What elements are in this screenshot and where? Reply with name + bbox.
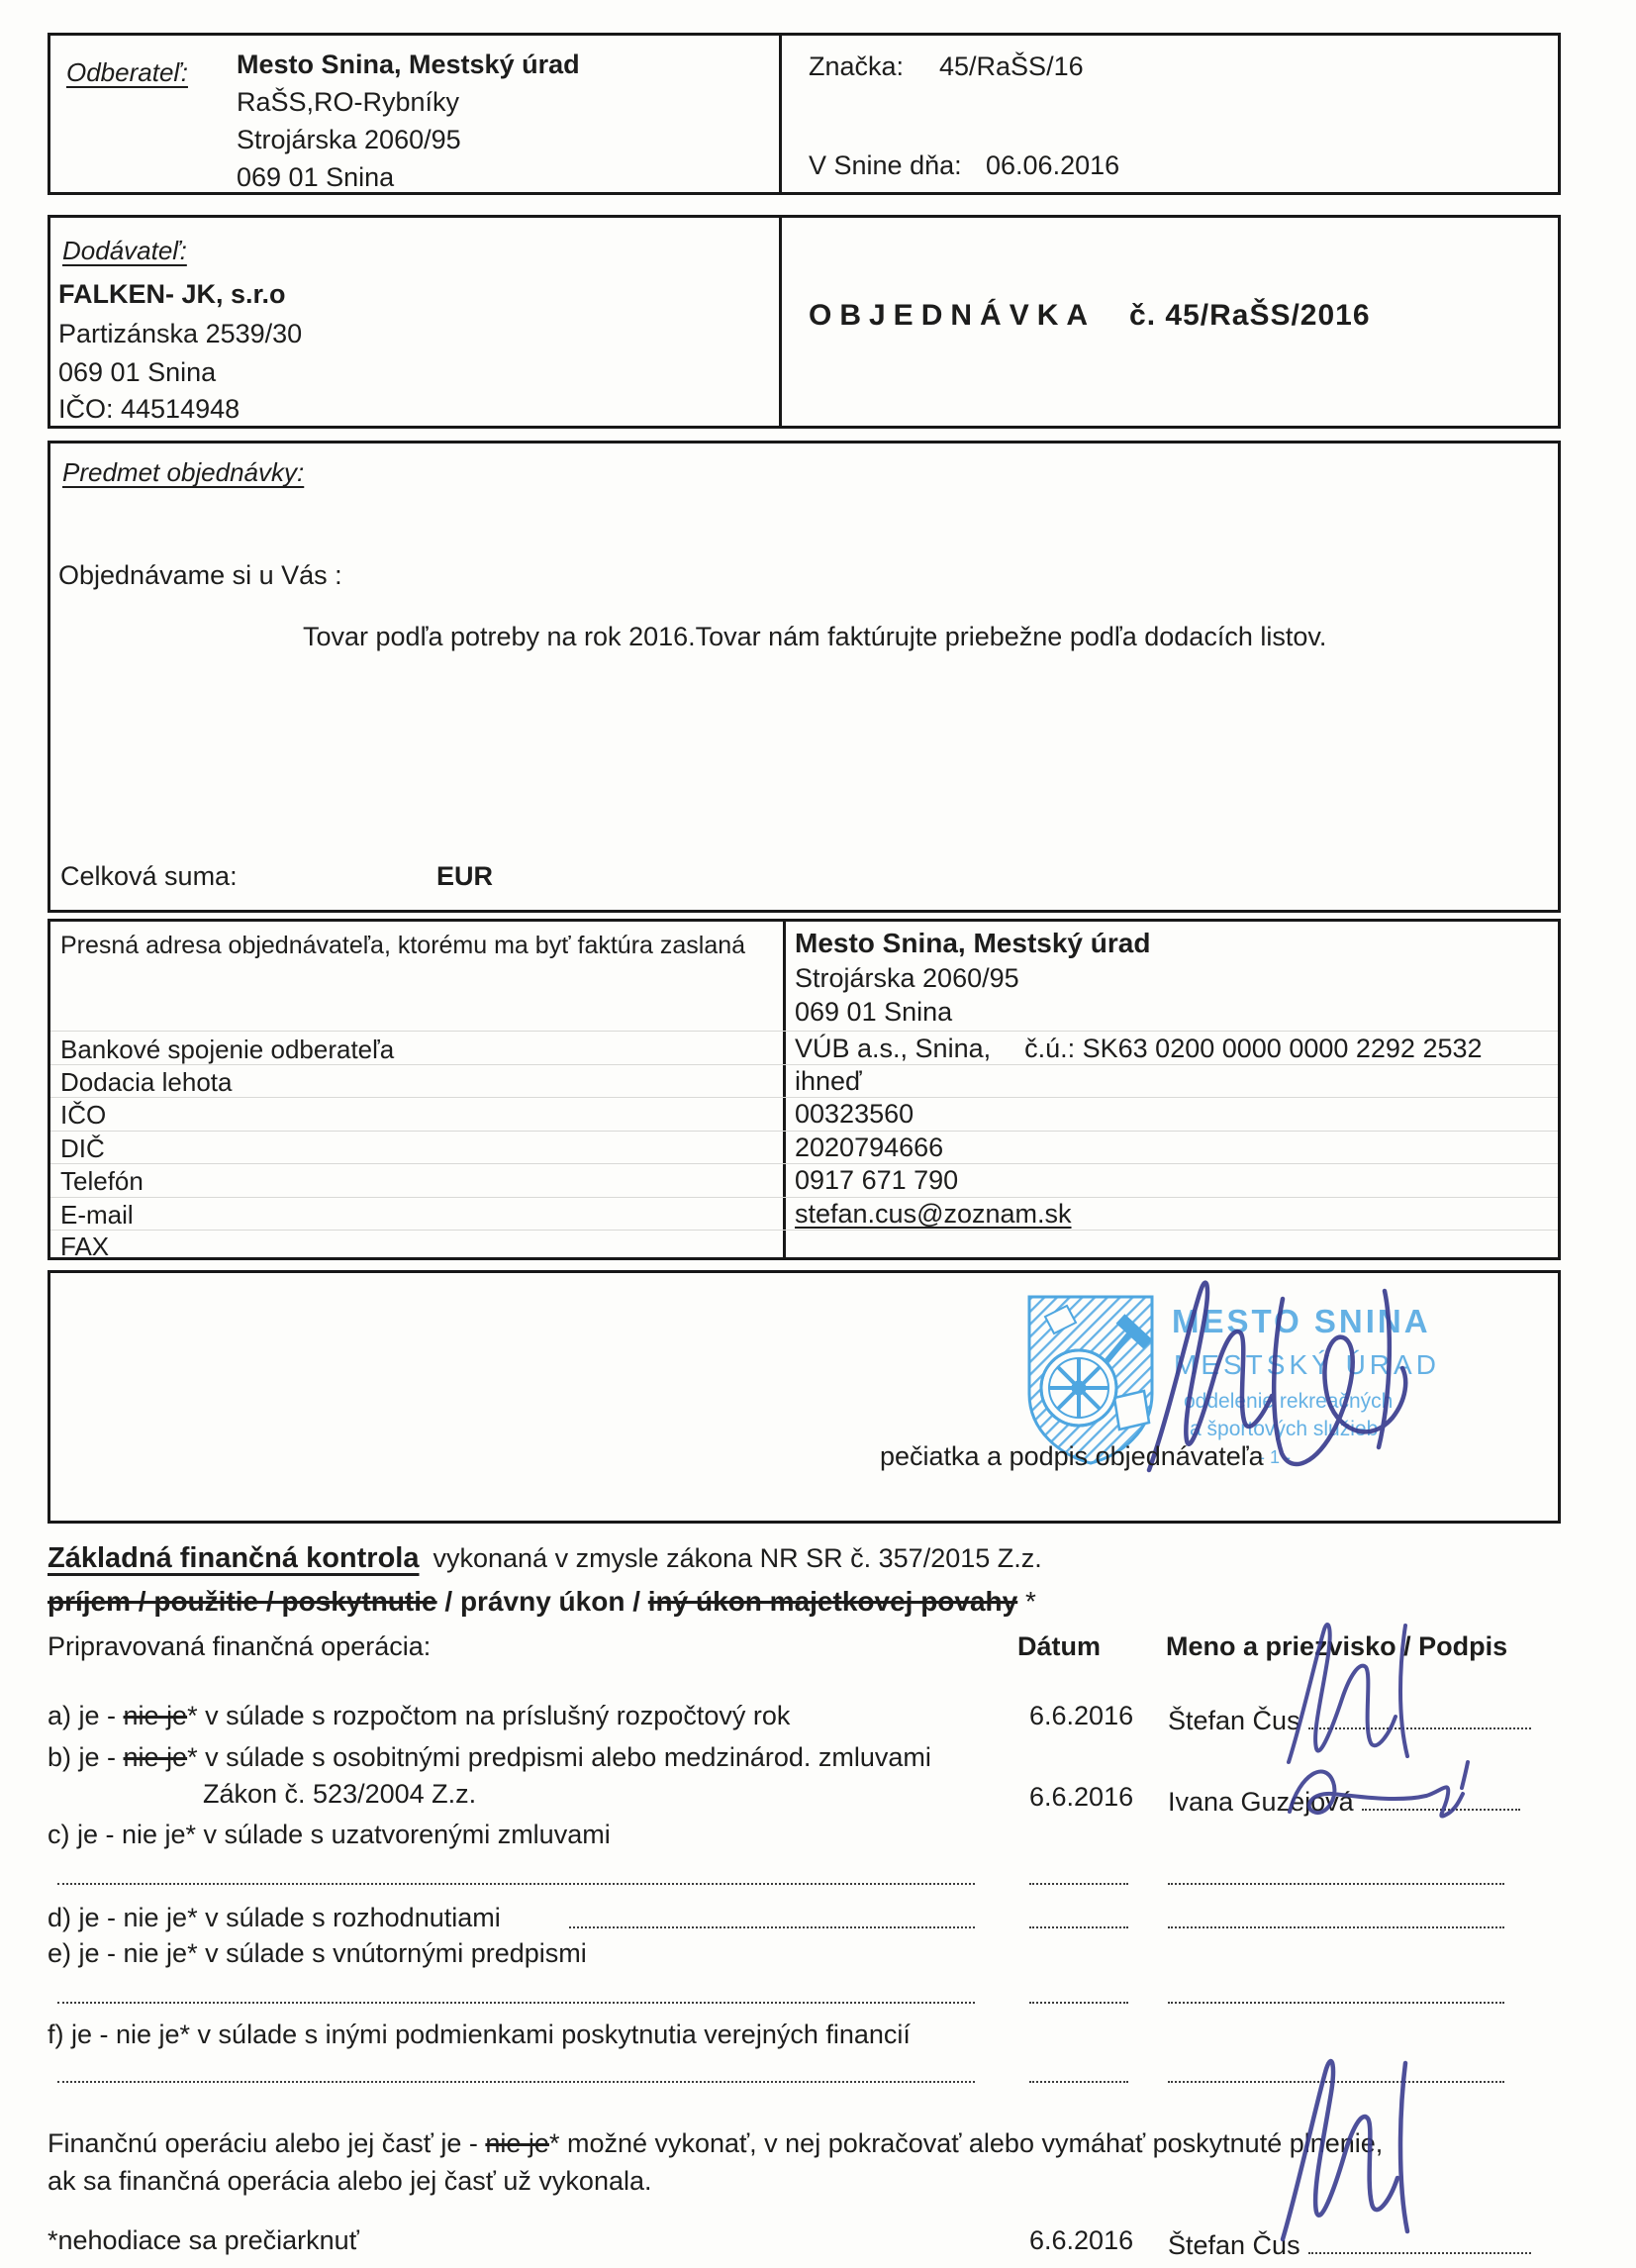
dotted-line — [1168, 2002, 1504, 2004]
invoice-address-line2: Strojárska 2060/95 — [795, 963, 1019, 993]
customer-line4: 069 01 Snina — [237, 162, 395, 192]
table-divider — [783, 922, 786, 1257]
subject-intro: Objednávame si u Vás : — [58, 560, 342, 590]
final-sign-name: Štefan Čus — [1168, 2230, 1300, 2260]
table-rowline — [50, 1031, 1558, 1032]
dotted-line — [57, 2002, 975, 2004]
stamp-line3: oddelenie rekreačných — [1184, 1390, 1394, 1413]
stamp-signature-box — [48, 1270, 1561, 1524]
table-row-label: Dodacia lehota — [60, 1067, 233, 1097]
closing-line1 — [48, 2128, 1383, 2159]
control-item-f: f) je - nie je* v súlade s inými podmienkami poskytnutia verejných financií — [48, 2020, 911, 2049]
supplier-label: Dodávateľ: — [62, 236, 187, 265]
closing-strike: nie je — [485, 2128, 549, 2158]
table-row-label: Telefón — [60, 1166, 144, 1196]
dotted-line — [1029, 1883, 1128, 1885]
bank-value: VÚB a.s., Snina, — [795, 1034, 992, 1063]
table-rowline — [50, 1163, 1558, 1164]
email-value: stefan.cus@zoznam.sk — [795, 1199, 1072, 1229]
place-date-value: 06.06.2016 — [986, 150, 1120, 180]
customer-address-block — [237, 46, 580, 196]
control-title-row — [48, 1542, 1042, 1575]
supplier-line4: IČO: 44514948 — [58, 394, 241, 424]
dotted-line — [1029, 2002, 1128, 2004]
dotted-line — [1168, 1883, 1504, 1885]
order-title: OBJEDNÁVKA — [809, 299, 1097, 332]
control-title-suffix: vykonaná v zmysle zákona NR SR č. 357/2015 Z.z. — [433, 1543, 1042, 1573]
dotted-line — [57, 1883, 975, 1885]
supplier-order-box — [48, 215, 1561, 429]
place-date-label: V Snine dňa: — [809, 150, 962, 180]
dotted-line — [1168, 2081, 1504, 2083]
total-currency: EUR — [436, 861, 494, 891]
item-b-note: Zákon č. 523/2004 Z.z. — [203, 1779, 477, 1809]
subject-body: Tovar podľa potreby na rok 2016.Tovar nám faktúrujte priebežne podľa dodacích listov. — [303, 622, 1327, 651]
order-number: č. 45/RaŠS/2016 — [1129, 299, 1371, 332]
invoice-address-name: Mesto Snina, Mestský úrad — [795, 928, 1151, 958]
dotted-line — [1029, 1926, 1128, 1928]
supplier-line2: Partizánska 2539/30 — [58, 319, 303, 348]
struck-types-1: príjem / použitie / poskytnutie — [48, 1586, 437, 1617]
item-a-name-row — [1168, 1701, 1531, 1736]
types-asterisk: * — [1017, 1586, 1036, 1617]
stamp-line1: MESTO SNINA — [1172, 1303, 1431, 1339]
plain-types: / právny úkon / — [436, 1586, 648, 1617]
total-label: Celková suma: — [60, 861, 238, 891]
table-rowline — [50, 1197, 1558, 1198]
table-row-value: 2020794666 — [795, 1133, 944, 1162]
signature-dotline — [1308, 1701, 1531, 1729]
footnote: *nehodiace sa prečiarknuť — [48, 2225, 359, 2255]
supplier-name: FALKEN- JK, s.r.o — [58, 279, 286, 309]
control-item-e: e) je - nie je* v súlade s vnútornými predpismi — [48, 1938, 587, 1968]
closing-line2: ak sa finančná operácia alebo jej časť už vykonala. — [48, 2166, 652, 2196]
final-sign-date: 6.6.2016 — [1029, 2225, 1134, 2255]
dotted-line — [1029, 2081, 1128, 2083]
control-item-a — [48, 1701, 790, 1731]
control-operation-types — [48, 1586, 1036, 1618]
control-item-d: d) je - nie je* v súlade s rozhodnutiami — [48, 1903, 501, 1932]
closing-pre: Finančnú operáciu alebo jej časť je - — [48, 2128, 486, 2158]
table-rowline — [50, 1230, 1558, 1231]
bank-account-value: č.ú.: SK63 0200 0000 0000 2292 2532 — [1024, 1034, 1483, 1063]
item-b-pre: b) je - — [48, 1742, 124, 1772]
dotted-line — [1168, 1926, 1504, 1928]
table-row-value: 0917 671 790 — [795, 1165, 959, 1195]
item-a-date: 6.6.2016 — [1029, 1701, 1134, 1730]
closing-post: * možné vykonať, v nej pokračovať alebo vymáhať poskytnuté plnenie, — [548, 2128, 1384, 2158]
box1-divider — [779, 36, 782, 192]
signature-dotline — [1308, 2225, 1531, 2254]
stamp-line2: MESTSKÝ ÚRAD — [1174, 1349, 1440, 1380]
item-a-name: Štefan Čus — [1168, 1706, 1300, 1735]
stamp-line5: - 1 - — [1259, 1447, 1292, 1467]
signature-dotline — [1362, 1782, 1520, 1811]
znacka-label: Značka: — [809, 51, 905, 81]
invoice-address-line3: 069 01 Snina — [795, 997, 953, 1027]
table-row-label: IČO — [60, 1100, 107, 1130]
table-row-value: ihneď — [795, 1066, 862, 1096]
order-title-row — [809, 299, 1371, 333]
item-b-date: 6.6.2016 — [1029, 1782, 1134, 1812]
supplier-line3: 069 01 Snina — [58, 357, 217, 387]
dotted-line — [57, 2081, 975, 2083]
subject-label: Predmet objednávky: — [62, 457, 305, 487]
znacka-value: 45/RaŠS/16 — [939, 51, 1084, 81]
invoice-address-label: Presná adresa objednávateľa, ktorému ma byť faktúra zaslaná — [60, 932, 746, 959]
table-row-label: FAX — [60, 1232, 110, 1261]
item-a-strike: nie je — [123, 1701, 188, 1730]
item-b-name: Ivana Guzejová — [1168, 1787, 1354, 1817]
dotted-line — [569, 1926, 975, 1928]
control-title: Základná finančná kontrola — [48, 1542, 420, 1574]
control-item-c: c) je - nie je* v súlade s uzatvorenými zmluvami — [48, 1820, 611, 1849]
item-b-post: * v súlade s osobitnými predpismi alebo medzinárod. zmluvami — [187, 1742, 931, 1772]
details-table — [48, 919, 1561, 1260]
table-row-value: 00323560 — [795, 1099, 914, 1129]
name-column-header: Meno a priezvisko / Podpis — [1166, 1631, 1508, 1661]
customer-reference-box — [48, 33, 1561, 195]
date-column-header: Dátum — [1017, 1631, 1102, 1661]
item-a-post: * v súlade s rozpočtom na príslušný rozpočtový rok — [187, 1701, 791, 1730]
customer-name: Mesto Snina, Mestský úrad — [237, 49, 580, 79]
item-b-name-row — [1168, 1782, 1520, 1818]
item-b-strike: nie je — [123, 1742, 188, 1772]
box2-divider — [779, 218, 782, 426]
table-row-label: E-mail — [60, 1200, 134, 1230]
item-a-pre: a) je - — [48, 1701, 124, 1730]
table-row-value — [795, 1034, 1483, 1064]
control-item-b — [48, 1742, 931, 1773]
customer-label: Odberateľ: — [66, 57, 188, 87]
coat-of-arms-icon — [1029, 1297, 1152, 1463]
table-rowline — [50, 1131, 1558, 1132]
stamp-caption: pečiatka a podpis objednávateľa — [880, 1441, 1264, 1471]
table-rowline — [50, 1097, 1558, 1098]
stamp-line4: a športových služieb — [1190, 1418, 1379, 1440]
customer-line2: RaŠS,RO-Rybníky — [237, 87, 460, 117]
customer-line3: Strojárska 2060/95 — [237, 125, 461, 154]
subject-box — [48, 441, 1561, 913]
struck-types-2: iný úkon majetkovej povahy — [647, 1586, 1018, 1617]
table-row-label: DIČ — [60, 1134, 105, 1163]
operation-label: Pripravovaná finančná operácia: — [48, 1631, 432, 1661]
table-row-label: Bankové spojenie odberateľa — [60, 1035, 395, 1064]
final-sign-name-row — [1168, 2225, 1531, 2261]
